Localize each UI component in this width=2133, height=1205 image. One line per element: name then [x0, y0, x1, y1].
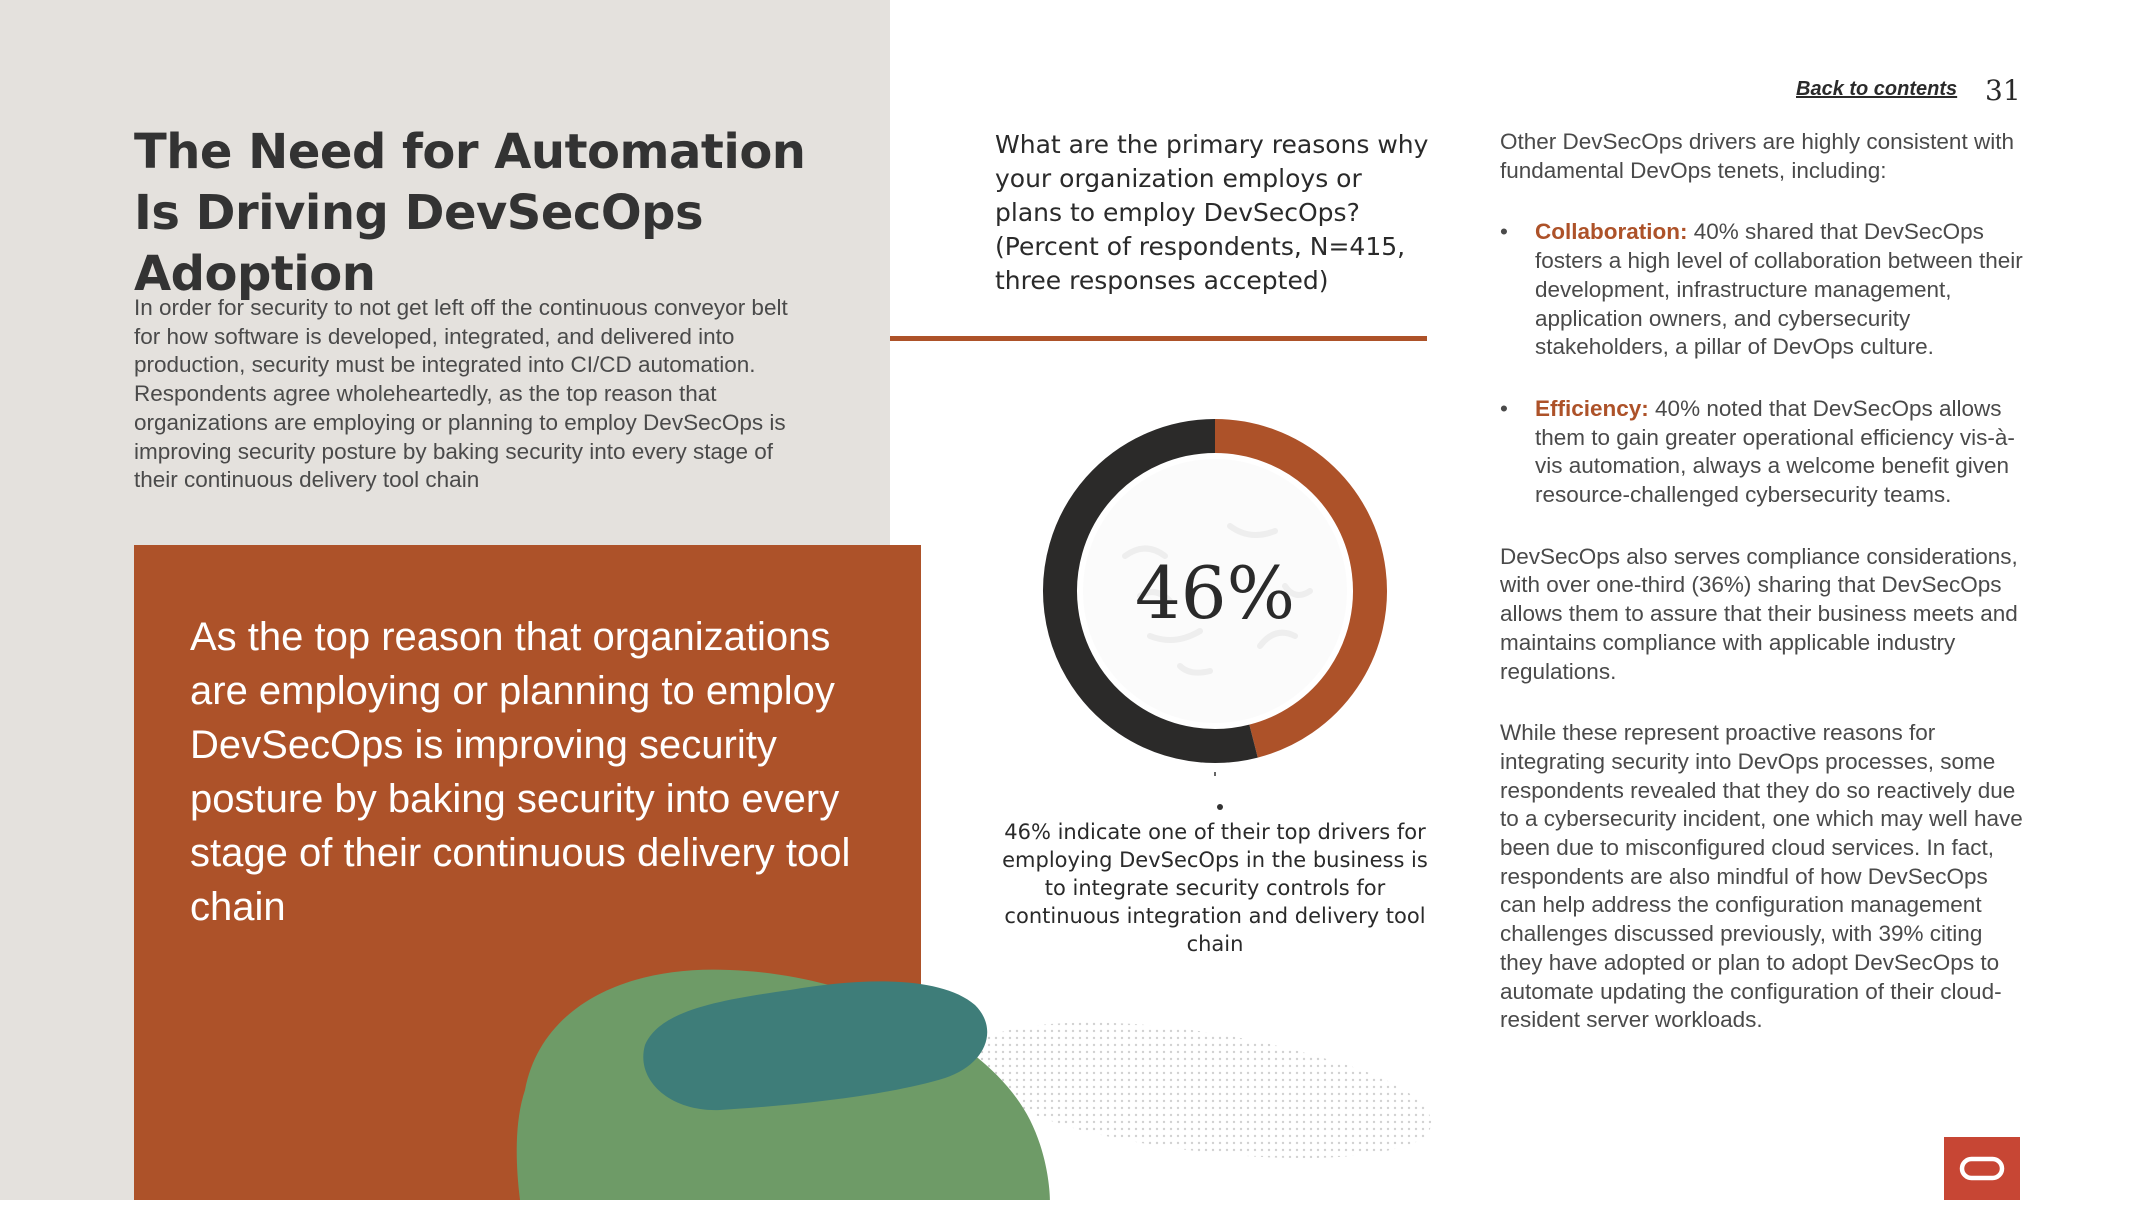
- bullet-lead: Efficiency:: [1535, 395, 1649, 421]
- drivers-list: [1500, 218, 2030, 509]
- oracle-logo: [1944, 1137, 2020, 1200]
- bullet-lead: Collaboration:: [1535, 219, 1688, 245]
- intro-paragraph: In order for security to not get left off the continuous conveyor belt for how software is developed, integrated, and delivered into production, security must be integrated into CI/CD automation. Respondents agree wholeheartedly, as the top reason that organizations are employing or planning to employ DevSecOps is improving security posture by baking security into every stage of their continuous delivery tool chain: [134, 295, 788, 493]
- divider-rule: [890, 336, 1427, 341]
- chart-caption: 46% indicate one of their top drivers for employing DevSecOps in the business is to integrate security controls for continuous integration and delivery tool chain: [1002, 820, 1428, 956]
- right-column: [1500, 128, 2030, 1068]
- survey-question: What are the primary reasons why your organization employs or plans to employ DevSecOps? (Percent of respondents, N=415, three responses accepted): [995, 130, 1429, 295]
- list-item: [1500, 395, 2030, 510]
- compliance-paragraph: DevSecOps also serves compliance considerations, with over one-third (36%) sharing that DevSecOps allows them to assure that their business meets and maintains compliance with applicable industry regulations.: [1500, 543, 2018, 684]
- oracle-logo-icon: [1944, 1137, 2020, 1200]
- pull-quote-text: As the top reason that organizations are employing or planning to employ DevSecOps is improving security posture by baking security into every stage of their continuous delivery tool chain: [190, 615, 851, 929]
- donut-chart: [1030, 406, 1400, 776]
- page-title: The Need for Automation Is Driving DevSecOps Adoption: [134, 124, 806, 302]
- bullet-text: 40% shared that DevSecOps fosters a high level of collaboration between their development, infrastructure management, application owners, and cybersecurity stakeholders, a pillar of DevOps culture.: [1535, 219, 2023, 360]
- pull-quote-box: [134, 545, 921, 1200]
- grey-texture-blob: [970, 1023, 1431, 1159]
- proactive-paragraph: While these represent proactive reasons for integrating security into DevOps processes, some respondents revealed that they do so reactively due to a cybersecurity incident, one which may well have been due to misconfigured cloud services. In fact, respondents are also mindful of how DevSecOps can help address the configuration management challenges discussed previously, with 39% citing they have adopted or plan to adopt DevSecOps to automate updating the configuration of their cloud-resident server workloads.: [1500, 720, 2023, 1033]
- bullet-text: 40% noted that DevSecOps allows them to gain greater operational efficiency vis-à-vis automation, always a welcome benefit given resource-challenged cybersecurity teams.: [1535, 395, 2015, 508]
- list-item: [1500, 218, 2030, 362]
- drivers-intro: Other DevSecOps drivers are highly consistent with fundamental DevOps tenets, including:: [1500, 129, 2014, 183]
- bullet-icon: •: [1500, 395, 1508, 421]
- bullet-icon: •: [1500, 219, 1508, 245]
- donut-center-label: 46%: [1134, 551, 1296, 635]
- back-to-contents-link[interactable]: Back to contents: [1796, 78, 1958, 100]
- callout-dot: [1217, 804, 1223, 810]
- page-number: 31: [1985, 74, 2021, 107]
